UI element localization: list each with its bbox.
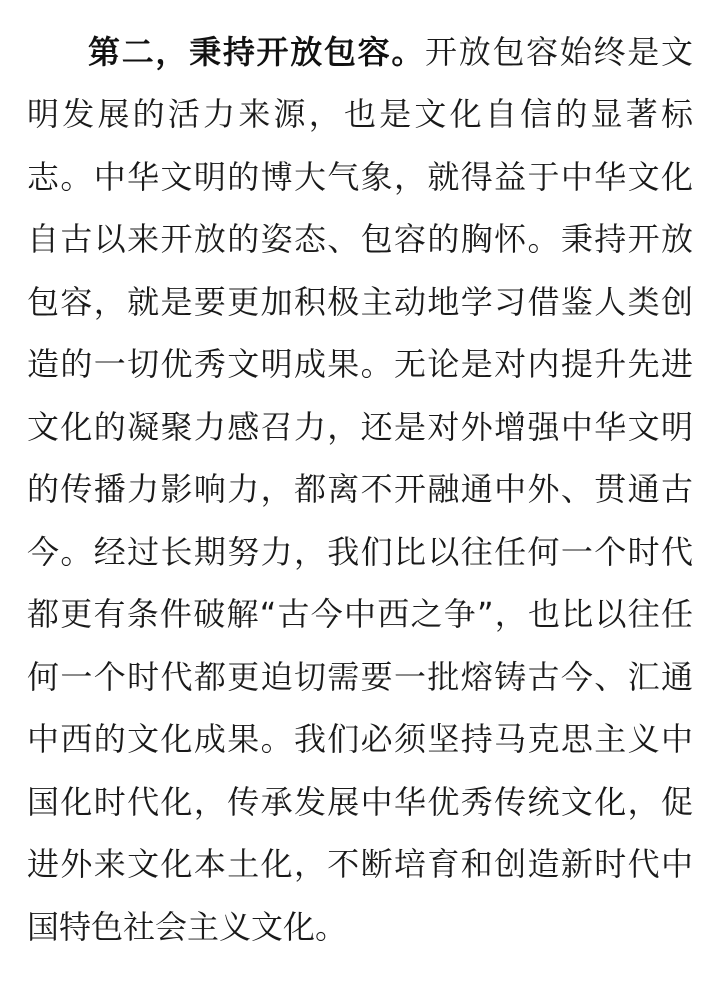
paragraph-line-13: 国化时代化，传承发展中华优秀传统文化，促	[27, 783, 693, 821]
paragraph-line-14: 进外来文化本土化，不断培育和创造新时代中	[27, 845, 693, 883]
paragraph-line-11: 何一个时代都更迫切需要一批熔铸古今、汇通	[27, 658, 693, 696]
paragraph-line-2: 明发展的活力来源，也是文化自信的显著标	[27, 95, 693, 133]
paragraph-text: 开放包容始终是文	[425, 33, 693, 71]
paragraph-line-12: 中西的文化成果。我们必须坚持马克思主义中	[27, 720, 693, 758]
paragraph-line-9: 今。经过长期努力，我们比以往任何一个时代	[27, 533, 693, 571]
paragraph-line-6: 造的一切优秀文明成果。无论是对内提升先进	[27, 345, 693, 383]
paragraph-line-4: 自古以来开放的姿态、包容的胸怀。秉持开放	[27, 220, 693, 258]
paragraph-line-1	[88, 32, 693, 72]
paragraph-line-10: 都更有条件破解“古今中西之争”，也比以往任	[27, 595, 693, 633]
paragraph-line-15: 国特色社会主义文化。	[27, 908, 348, 946]
paragraph-line-3: 志。中华文明的博大气象，就得益于中华文化	[27, 158, 693, 196]
paragraph-line-5: 包容，就是要更加积极主动地学习借鉴人类创	[27, 283, 693, 321]
paragraph-line-7: 文化的凝聚力感召力，还是对外增强中华文明	[27, 408, 693, 446]
paragraph-lead-heading: 第二，秉持开放包容。	[88, 33, 426, 71]
paragraph-line-8: 的传播力影响力，都离不开融通中外、贯通古	[27, 470, 693, 508]
